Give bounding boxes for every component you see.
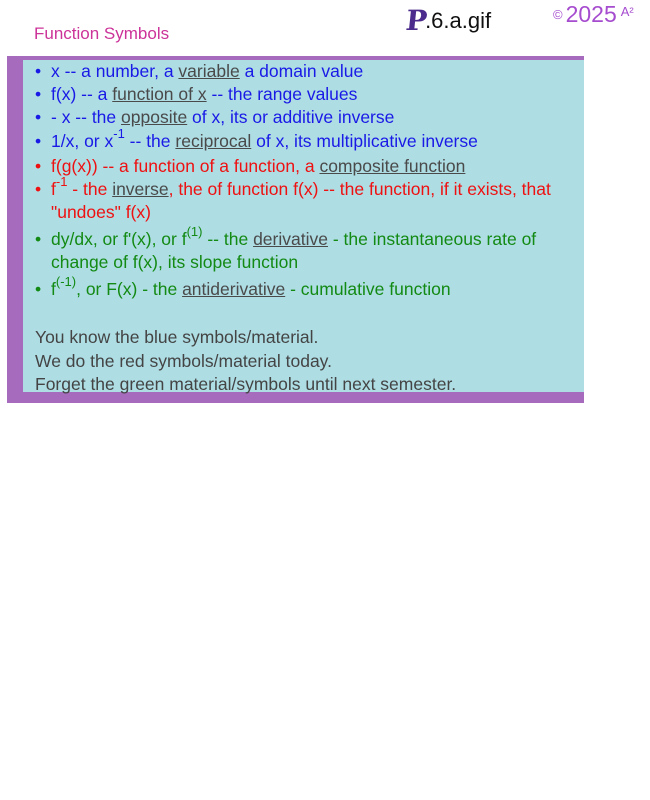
item-text: 1/x, or x	[51, 131, 114, 151]
symbol-item	[35, 83, 584, 106]
bullet-icon: •	[35, 156, 42, 176]
item-text: f	[51, 279, 56, 299]
page-title: Function Symbols	[34, 24, 170, 43]
p-logo-icon: P	[404, 4, 429, 37]
copyright-mark	[553, 0, 634, 28]
item-text: f	[51, 179, 56, 199]
copyright-icon: ©	[553, 6, 563, 22]
symbol-item	[35, 224, 584, 274]
symbol-item	[35, 274, 584, 301]
term-link: opposite	[121, 107, 188, 127]
item-text: - the	[67, 179, 113, 199]
bullet-icon: •	[35, 131, 42, 151]
term-link: composite function	[319, 156, 466, 176]
term-link: derivative	[253, 229, 328, 249]
item-text: -- the range values	[206, 84, 358, 104]
a2-mark: A²	[620, 4, 634, 19]
term-link: variable	[178, 61, 240, 81]
symbol-item	[35, 155, 584, 178]
item-text: of x, its multiplicative inverse	[251, 131, 478, 151]
note-line: Forget the green material/symbols until next semester.	[35, 374, 457, 394]
item-text: -- the	[202, 229, 254, 249]
term-link: inverse	[112, 179, 169, 199]
bullet-icon: •	[35, 279, 42, 299]
bullet-icon: •	[35, 107, 42, 127]
bullet-icon: •	[35, 61, 42, 81]
term-link: reciprocal	[175, 131, 252, 151]
item-text: - cumulative function	[285, 279, 451, 299]
bullet-icon: •	[35, 179, 42, 199]
content-frame	[7, 56, 584, 403]
bullet-icon: •	[35, 84, 42, 104]
symbol-item	[35, 60, 584, 83]
term-link: antiderivative	[182, 279, 286, 299]
bullet-icon: •	[35, 229, 42, 249]
item-text: a domain value	[239, 61, 364, 81]
item-text: x -- a number, a	[51, 61, 179, 81]
note-line: You know the blue symbols/material.	[35, 327, 319, 347]
filename-label	[406, 6, 491, 36]
symbol-item	[35, 174, 584, 224]
item-text: f(x) -- a	[51, 84, 113, 104]
item-text: , or F(x) - the	[76, 279, 183, 299]
term-link: function of x	[112, 84, 207, 104]
notes-block	[35, 326, 456, 397]
item-text: of x, its or additive inverse	[187, 107, 395, 127]
content-panel	[23, 60, 584, 392]
copyright-year: 2025	[565, 0, 617, 27]
symbol-item	[35, 126, 584, 153]
item-text: dy/dx, or f'(x), or f	[51, 229, 187, 249]
item-text: f(g(x)) -- a function of a function, a	[51, 156, 320, 176]
item-text: -- the	[124, 131, 176, 151]
superscript: (-1)	[55, 274, 77, 290]
note-line: We do the red symbols/material today.	[35, 350, 332, 371]
filename-text: .6.a.gif	[425, 8, 492, 33]
item-text: - the instantaneous rate of change of f(x), its slope function	[51, 229, 537, 272]
superscript: (1)	[186, 224, 203, 240]
item-text: - x -- the	[51, 107, 122, 127]
item-text: , the of function f(x) -- the function, if it exists, that "undoes" f(x)	[51, 179, 551, 222]
superscript: -1	[55, 174, 68, 190]
superscript: -1	[113, 126, 125, 142]
